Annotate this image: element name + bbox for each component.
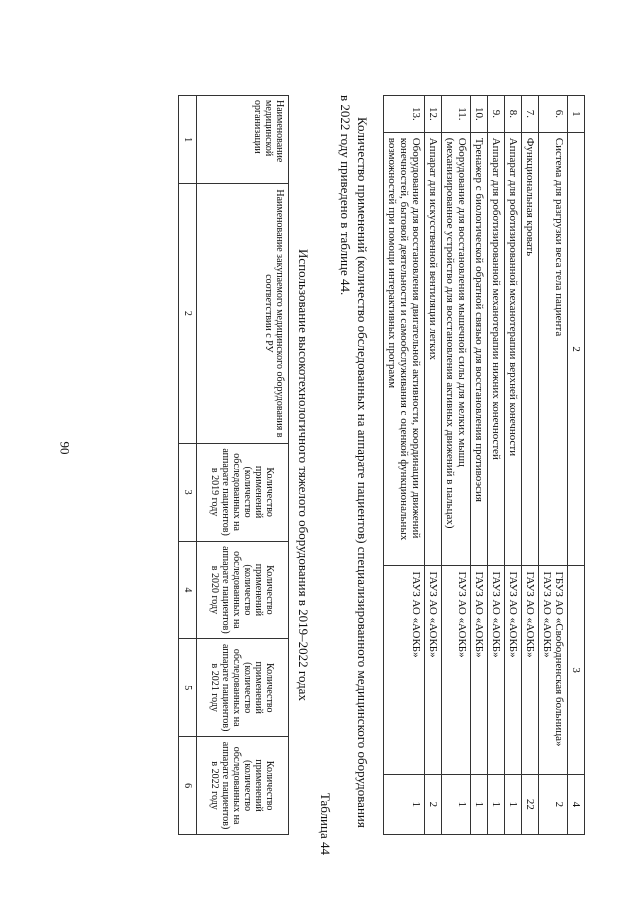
header-cell: 1 bbox=[568, 96, 585, 133]
organization: ГБУЗ АО «Свободненская больница» ГАУЗ АО «АОКБ» bbox=[539, 566, 568, 774]
header-cell: Количество применений (количество обследованных на аппарате пациентов) в 2020 году bbox=[197, 541, 289, 639]
row-number: 11. bbox=[442, 96, 471, 133]
table-row bbox=[505, 96, 522, 835]
row-number: 12. bbox=[425, 96, 442, 133]
row-number: 13. bbox=[384, 96, 425, 133]
equipment-name: Функциональная кровать bbox=[522, 132, 539, 566]
usage-table-header-row bbox=[197, 96, 289, 835]
organization: ГАУЗ АО «АОКБ» bbox=[488, 566, 505, 774]
table-row bbox=[488, 96, 505, 835]
equipment-count: 1 bbox=[442, 774, 471, 834]
usage-table-number-row bbox=[179, 96, 197, 835]
table-row bbox=[471, 96, 488, 835]
column-number: 5 bbox=[179, 639, 197, 737]
equipment-name: Оборудование для восстановления двигательной активности, координации движений конечностей, бытовой деятельности и самообслуживания с оценкой функциональных возможностей при помощи интерактивных программ bbox=[384, 132, 425, 566]
equipment-count: 1 bbox=[488, 774, 505, 834]
column-number: 1 bbox=[179, 96, 197, 184]
equipment-name: Аппарат для искусственной вентиляции легких bbox=[425, 132, 442, 566]
row-number: 7. bbox=[522, 96, 539, 133]
table-row bbox=[384, 96, 425, 835]
equipment-name: Система для разгрузки веса тела пациента bbox=[539, 132, 568, 566]
header-cell: 2 bbox=[568, 132, 585, 566]
header-cell: Количество применений (количество обследованных на аппарате пациентов) в 2019 году bbox=[197, 443, 289, 541]
table-row bbox=[442, 96, 471, 835]
organization: ГАУЗ АО «АОКБ» bbox=[471, 566, 488, 774]
equipment-count: 22 bbox=[522, 774, 539, 834]
usage-table bbox=[178, 95, 289, 835]
body-paragraph: Количество применений (количество обследованных на аппарате пациентов) специализированного медицинского оборудования в 2022 году приведено в таблице 44. bbox=[338, 95, 370, 828]
table-title: Использование высокотехнологичного тяжелого оборудования в 2019–2022 годах bbox=[296, 249, 311, 701]
equipment-name: Аппарат для роботизированной механотерапии нижних конечностей bbox=[488, 132, 505, 566]
header-cell: 3 bbox=[568, 566, 585, 774]
table-row bbox=[539, 96, 568, 835]
table-header-row bbox=[568, 96, 585, 835]
table-label: Таблица 44 bbox=[318, 792, 333, 855]
organization: ГАУЗ АО «АОКБ» bbox=[522, 566, 539, 774]
header-cell: Количество применений (количество обследованных на аппарате пациентов) в 2021 году bbox=[197, 639, 289, 737]
equipment-count: 1 bbox=[505, 774, 522, 834]
header-cell: 4 bbox=[568, 774, 585, 834]
row-number: 8. bbox=[505, 96, 522, 133]
row-number: 6. bbox=[539, 96, 568, 133]
column-number: 6 bbox=[179, 737, 197, 835]
page-number: 90 bbox=[57, 441, 73, 455]
equipment-name: Оборудование для восстановления мышечной силы для мелких мышц (механизированное устройство для восстановления активных движений в пальцах) bbox=[442, 132, 471, 566]
table-row bbox=[425, 96, 442, 835]
table-row bbox=[522, 96, 539, 835]
row-number: 9. bbox=[488, 96, 505, 133]
header-cell: Наименование медицинской организации bbox=[197, 96, 289, 184]
equipment-name: Аппарат для роботизированной механотерапии верхней конечности bbox=[505, 132, 522, 566]
column-number: 3 bbox=[179, 443, 197, 541]
equipment-count: 2 bbox=[539, 774, 568, 834]
organization: ГАУЗ АО «АОКБ» bbox=[425, 566, 442, 774]
equipment-table bbox=[383, 95, 585, 835]
header-cell: Наименование закупаемого медицинского оборудования в соответствии с РУ bbox=[197, 184, 289, 444]
column-number: 2 bbox=[179, 184, 197, 444]
equipment-name: Тренажер с биологической обратной связью для восстановления противоэсия bbox=[471, 132, 488, 566]
equipment-count: 2 bbox=[425, 774, 442, 834]
equipment-count: 1 bbox=[384, 774, 425, 834]
column-number: 4 bbox=[179, 541, 197, 639]
rotated-content bbox=[115, 95, 585, 855]
organization: ГАУЗ АО «АОКБ» bbox=[384, 566, 425, 774]
organization: ГАУЗ АО «АОКБ» bbox=[442, 566, 471, 774]
equipment-count: 1 bbox=[471, 774, 488, 834]
organization: ГАУЗ АО «АОКБ» bbox=[505, 566, 522, 774]
row-number: 10. bbox=[471, 96, 488, 133]
header-cell: Количество применений (количество обследованных на аппарате пациентов) в 2022 году bbox=[197, 737, 289, 835]
